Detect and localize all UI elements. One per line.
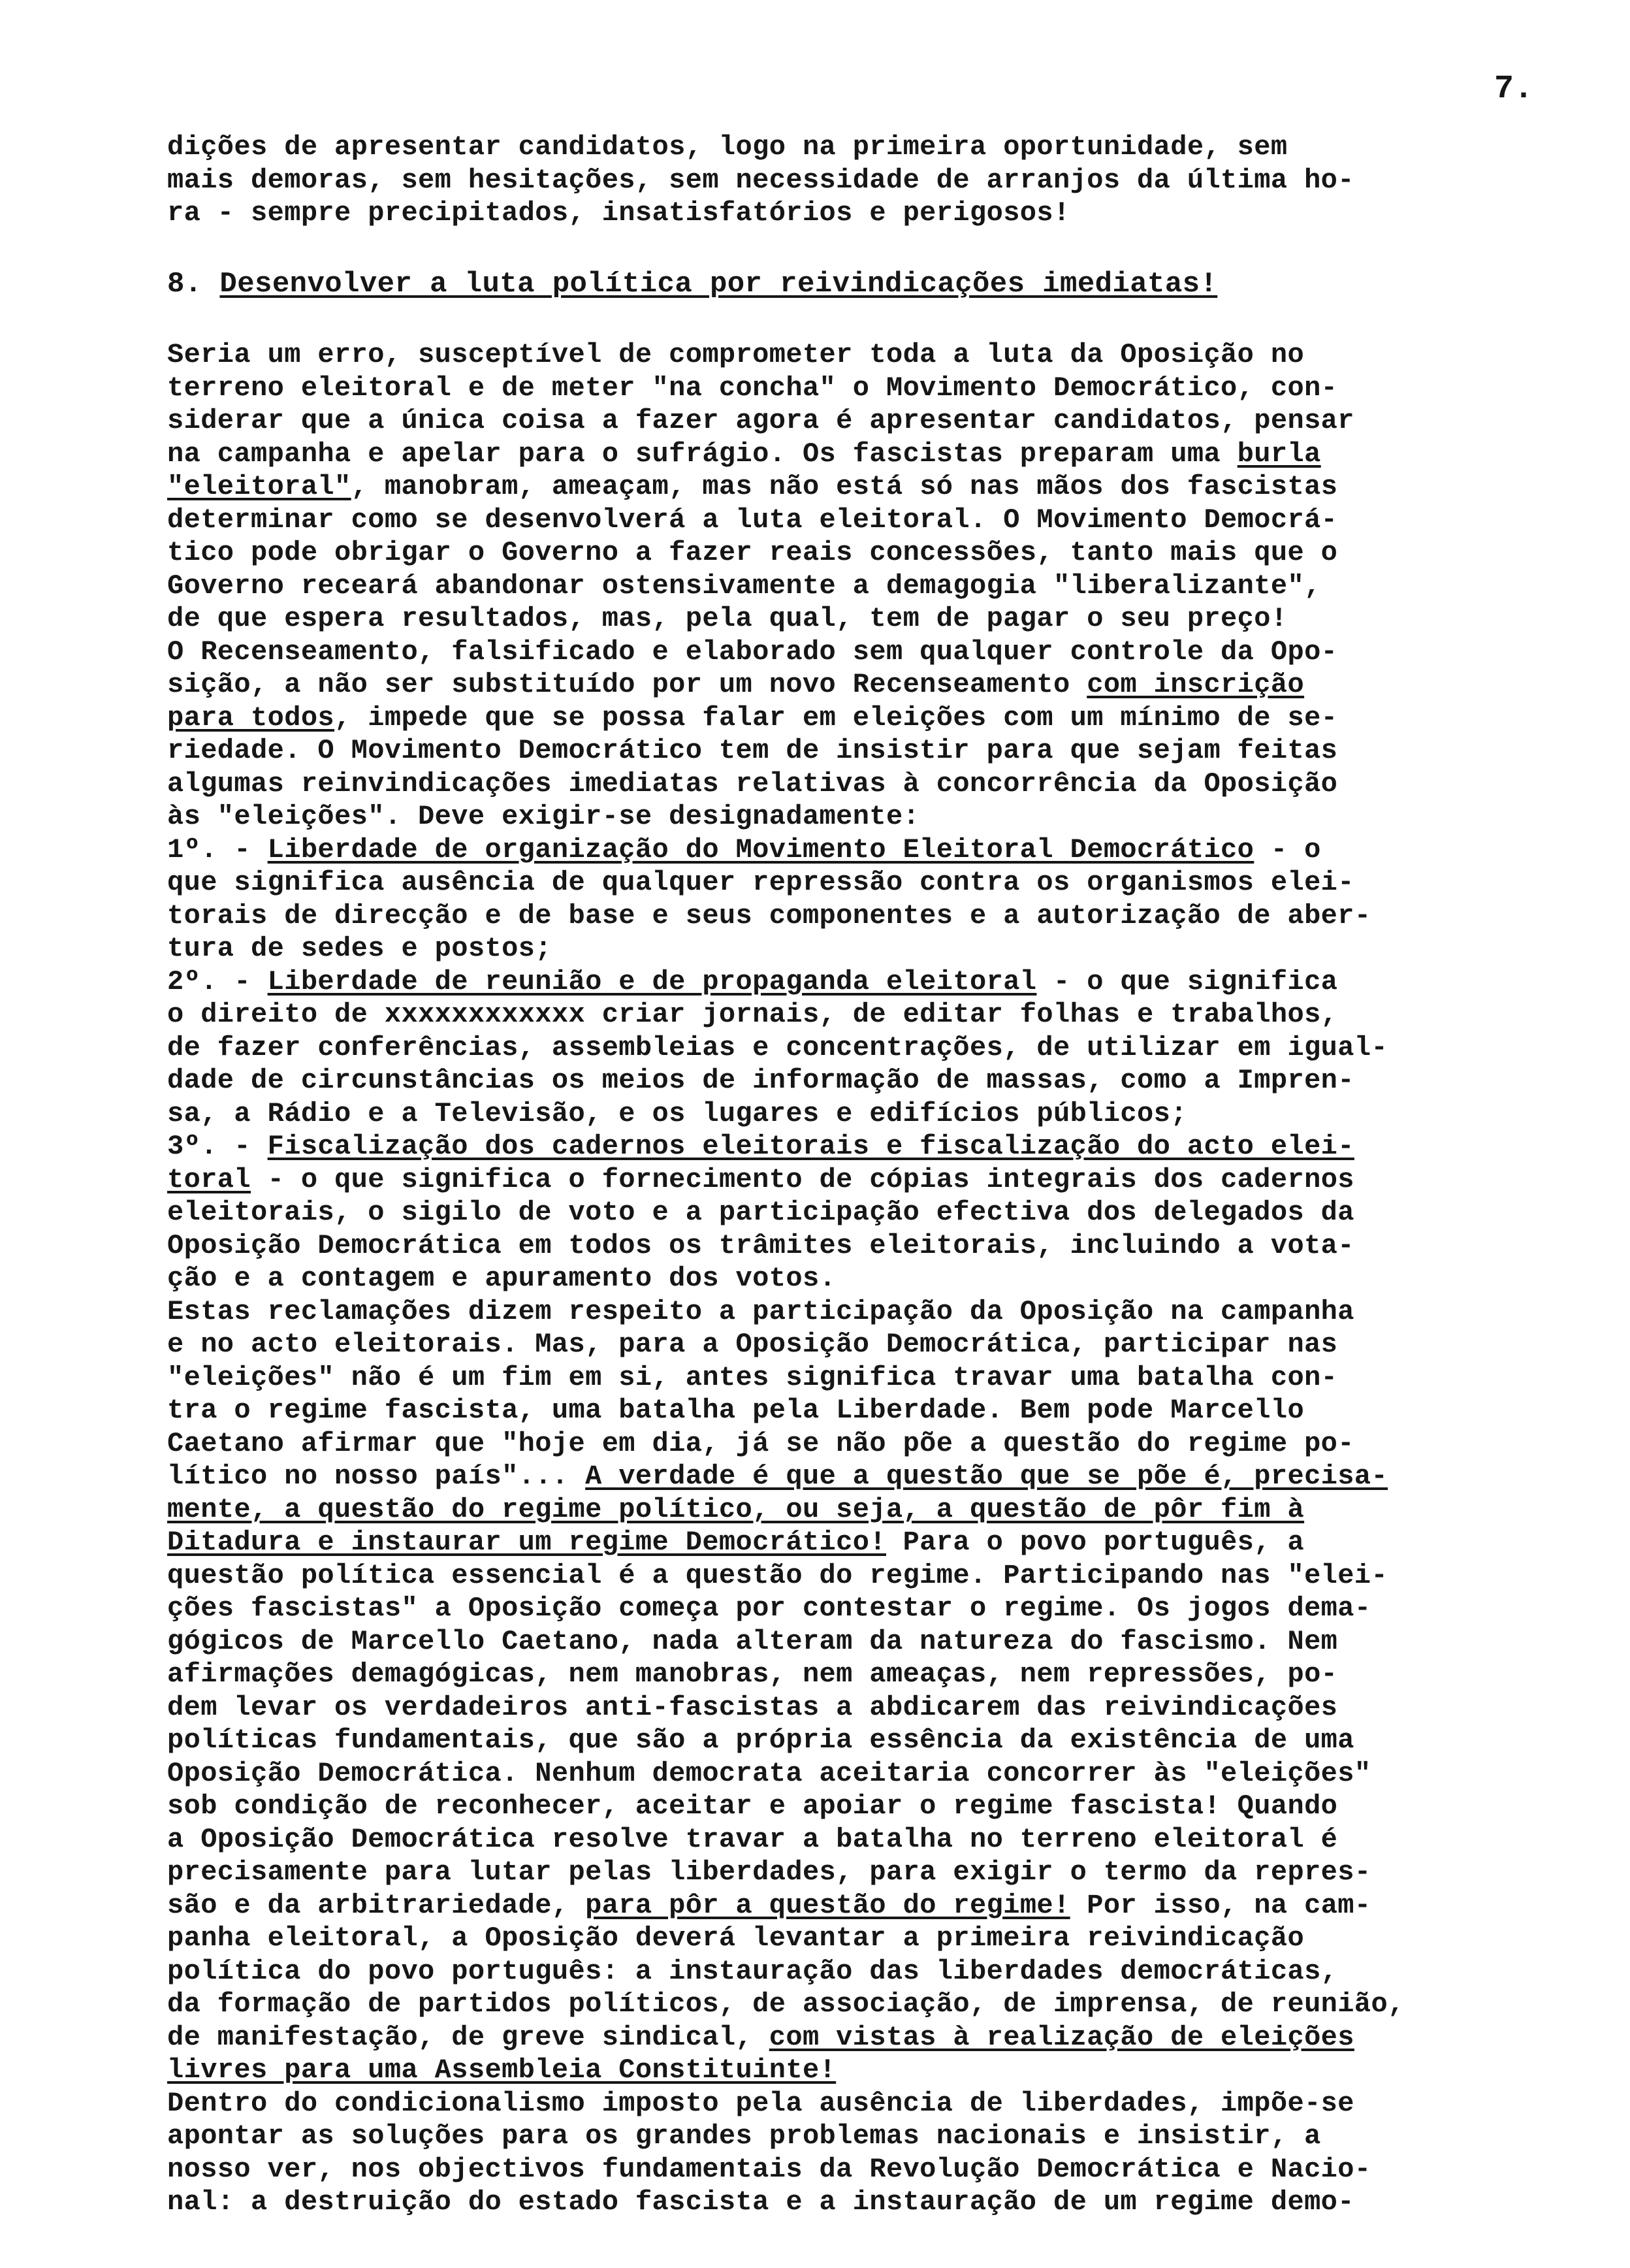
text-line xyxy=(167,668,1545,702)
underlined-text: Liberdade de organização do Movimento Eleitoral Democrático xyxy=(267,834,1254,866)
text-line xyxy=(167,2021,1545,2054)
text-line xyxy=(167,1196,1545,1229)
text-line xyxy=(167,1592,1545,1625)
text-segment: Caetano afirmar que "hoje em dia, já se não põe a questão do regime po- xyxy=(167,1427,1354,1459)
text-line xyxy=(167,504,1545,537)
text-segment: sob condição de reconhecer, aceitar e apoiar o regime fascista! Quando xyxy=(167,1790,1338,1822)
text-line xyxy=(167,1262,1545,1295)
text-line xyxy=(167,338,1545,372)
text-line: ra - sempre precipitados, insatisfatórios e perigosos! xyxy=(167,197,1070,229)
text-segment: dem levar os verdadeiros anti-fascistas a abdicarem das reivindicações xyxy=(167,1691,1338,1723)
underlined-text: Liberdade de reunião e de propaganda eleitoral xyxy=(267,965,1037,997)
text-segment: torais de direcção e de base e seus componentes e a autorização de aber- xyxy=(167,899,1371,932)
underlined-text: Ditadura e instaurar um regime Democrático! xyxy=(167,1527,886,1558)
text-segment: Governo receará abandonar ostensivamente a demagogia "liberalizante", xyxy=(167,570,1321,602)
text-segment: a Oposição Democrática resolve travar a batalha no terreno eleitoral é xyxy=(167,1823,1338,1855)
underlined-text: com vistas à realização de eleições xyxy=(769,2021,1354,2053)
text-line xyxy=(167,1856,1545,1889)
text-line xyxy=(167,1328,1545,1361)
spacer xyxy=(167,300,1545,338)
underlined-text: burla xyxy=(1237,438,1321,470)
text-line xyxy=(167,1757,1545,1790)
text-segment: - o xyxy=(1254,834,1321,866)
text-segment: o direito de xxxxxxxxxxxx criar jornais, de editar folhas e trabalhos, xyxy=(167,999,1338,1030)
underlined-text: com inscrição xyxy=(1087,669,1305,700)
text-line xyxy=(167,2054,1545,2087)
document-body xyxy=(167,131,1545,2219)
text-segment: política do povo português: a instauração das liberdades democráticas, xyxy=(167,1955,1338,1987)
text-segment: O Recenseamento, falsificado e elaborado sem qualquer controle da Opo- xyxy=(167,636,1338,668)
text-line xyxy=(167,1922,1545,1955)
text-line xyxy=(167,1823,1545,1856)
text-segment: 1º. - xyxy=(167,834,268,866)
text-segment: de manifestação, de greve sindical, xyxy=(167,2021,769,2053)
text-line xyxy=(167,372,1545,405)
underlined-text: para todos xyxy=(167,702,335,734)
text-line xyxy=(167,1790,1545,1823)
text-segment: tura de sedes e postos; xyxy=(167,933,552,964)
underlined-text: livres para uma Assembleia Constituinte! xyxy=(167,2054,837,2086)
text-segment: apontar as soluções para os grandes problemas nacionais e insistir, a xyxy=(167,2120,1321,2152)
text-line xyxy=(167,1229,1545,1263)
text-segment: eleitorais, o sigilo de voto e a participação efectiva dos delegados da xyxy=(167,1197,1354,1228)
text-segment: Oposição Democrática em todos os trâmites eleitorais, incluindo a vota- xyxy=(167,1229,1354,1261)
underlined-text: toral xyxy=(167,1163,251,1195)
intro-paragraph xyxy=(167,131,1545,230)
text-segment: sição, a não ser substituído por um novo Recenseamento xyxy=(167,669,1087,700)
section-title: Desenvolver a luta política por reivindicações imediatas! xyxy=(219,267,1218,300)
text-segment: - o que significa o fornecimento de cópias integrais dos cadernos xyxy=(251,1163,1354,1195)
text-segment: ções fascistas" a Oposição começa por contestar o regime. Os jogos dema- xyxy=(167,1593,1371,1624)
text-line xyxy=(167,636,1545,669)
spacer xyxy=(167,230,1545,268)
text-segment: da formação de partidos políticos, de associação, de imprensa, de reunião, xyxy=(167,1988,1405,2020)
text-line xyxy=(167,834,1545,867)
text-segment: terreno eleitoral e de meter "na concha" o Movimento Democrático, con- xyxy=(167,372,1338,404)
underlined-text: Fiscalização dos cadernos eleitorais e fiscalização do acto elei- xyxy=(267,1131,1354,1162)
text-segment: sa, a Rádio e a Televisão, e os lugares e edifícios públicos; xyxy=(167,1097,1187,1129)
text-line xyxy=(167,1130,1545,1163)
text-line xyxy=(167,702,1545,735)
text-segment: precisamente para lutar pelas liberdades, para exigir o termo da repres- xyxy=(167,1856,1371,1888)
text-segment: Para o povo português, a xyxy=(886,1527,1305,1558)
text-segment: - o que significa xyxy=(1036,965,1338,997)
text-line xyxy=(167,1031,1545,1065)
text-line xyxy=(167,2186,1545,2219)
text-line xyxy=(167,1988,1545,2021)
text-segment: algumas reinvindicações imediatas relativas à concorrência da Oposição xyxy=(167,768,1338,800)
text-segment: Por isso, na cam- xyxy=(1070,1889,1371,1921)
text-line: dições de apresentar candidatos, logo na primeira oportunidade, sem xyxy=(167,131,1288,163)
underlined-text: "eleitoral" xyxy=(167,471,351,502)
underlined-text: A verdade é que a questão que se põe é, precisa- xyxy=(585,1461,1388,1492)
text-segment: 2º. - xyxy=(167,965,268,997)
text-line xyxy=(167,1460,1545,1493)
text-line xyxy=(167,536,1545,570)
text-line xyxy=(167,404,1545,438)
text-segment: dade de circunstâncias os meios de informação de massas, como a Impren- xyxy=(167,1065,1354,1096)
text-line xyxy=(167,2153,1545,2186)
text-line xyxy=(167,2087,1545,2120)
text-line xyxy=(167,1658,1545,1691)
text-line xyxy=(167,1097,1545,1131)
text-segment: nal: a destruição do estado fascista e a instauração de um regime demo- xyxy=(167,2186,1354,2218)
text-segment: siderar que a única coisa a fazer agora é apresentar candidatos, pensar xyxy=(167,405,1354,436)
text-segment: de que espera resultados, mas, pela qual, tem de pagar o seu preço! xyxy=(167,603,1288,634)
text-line xyxy=(167,1064,1545,1097)
text-line xyxy=(167,438,1545,471)
text-segment: 3º. - xyxy=(167,1131,268,1162)
text-line xyxy=(167,1427,1545,1461)
text-segment: , manobram, ameaçam, mas não está só nas mãos dos fascistas xyxy=(351,471,1338,502)
text-line xyxy=(167,602,1545,636)
text-segment: na campanha e apelar para o sufrágio. Os fascistas preparam uma xyxy=(167,438,1238,470)
text-line xyxy=(167,998,1545,1031)
text-line xyxy=(167,570,1545,603)
text-segment: Estas reclamações dizem respeito a participação da Oposição na campanha xyxy=(167,1295,1354,1327)
text-segment: nosso ver, nos objectivos fundamentais da Revolução Democrática e Nacio- xyxy=(167,2153,1371,2185)
text-line xyxy=(167,1493,1545,1527)
text-line xyxy=(167,1889,1545,1922)
text-segment: políticas fundamentais, que são a própria essência da existência de uma xyxy=(167,1725,1354,1756)
page-number: 7. xyxy=(1494,71,1533,108)
text-line xyxy=(167,768,1545,801)
text-segment: de fazer conferências, assembleias e concentrações, de utilizar em igual- xyxy=(167,1031,1388,1063)
text-segment: riedade. O Movimento Democrático tem de insistir para que sejam feitas xyxy=(167,735,1338,766)
text-segment: tra o regime fascista, uma batalha pela Liberdade. Bem pode Marcello xyxy=(167,1395,1305,1426)
text-segment: são e da arbitrariedade, xyxy=(167,1889,586,1921)
text-line xyxy=(167,2120,1545,2153)
text-segment: , impede que se possa falar em eleições com um mínimo de se- xyxy=(334,702,1338,734)
text-segment: lítico no nosso país"... xyxy=(167,1461,586,1492)
text-line xyxy=(167,1955,1545,1988)
text-line xyxy=(167,866,1545,899)
text-segment: questão política essencial é a questão do regime. Participando nas "elei- xyxy=(167,1559,1388,1591)
text-line xyxy=(167,1724,1545,1757)
text-line xyxy=(167,1394,1545,1427)
section-body xyxy=(167,338,1545,2219)
text-line xyxy=(167,800,1545,834)
text-line xyxy=(167,734,1545,768)
text-segment: afirmações demagógicas, nem manobras, nem ameaças, nem repressões, po- xyxy=(167,1659,1338,1690)
text-segment: panha eleitoral, a Oposição deverá levantar a primeira reivindicação xyxy=(167,1922,1305,1954)
underlined-text: mente, a questão do regime político, ou seja, a questão de pôr fim à xyxy=(167,1493,1305,1525)
text-segment: e no acto eleitorais. Mas, para a Oposição Democrática, participar nas xyxy=(167,1329,1338,1360)
text-line xyxy=(167,1526,1545,1559)
text-segment: Oposição Democrática. Nenhum democrata aceitaria concorrer às "eleições" xyxy=(167,1757,1371,1789)
text-segment: "eleições" não é um fim em si, antes significa travar uma batalha con- xyxy=(167,1361,1338,1393)
text-line xyxy=(167,1559,1545,1593)
text-line xyxy=(167,965,1545,999)
text-segment: às "eleições". Deve exigir-se designadamente: xyxy=(167,801,920,832)
text-line xyxy=(167,1163,1545,1197)
text-segment: Dentro do condicionalismo imposto pela ausência de liberdades, impõe-se xyxy=(167,2087,1354,2119)
section-number: 8. xyxy=(167,267,202,300)
text-line xyxy=(167,1625,1545,1659)
text-segment: tico pode obrigar o Governo a fazer reais concessões, tanto mais que o xyxy=(167,537,1338,568)
text-segment: determinar como se desenvolverá a luta eleitoral. O Movimento Democrá- xyxy=(167,504,1338,536)
text-segment: Seria um erro, susceptível de comprometer toda a luta da Oposição no xyxy=(167,339,1305,370)
text-segment: que significa ausência de qualquer repressão contra os organismos elei- xyxy=(167,867,1354,898)
text-segment: ção e a contagem e apuramento dos votos. xyxy=(167,1263,837,1294)
text-line xyxy=(167,1361,1545,1395)
section-heading xyxy=(167,268,1545,301)
underlined-text: para pôr a questão do regime! xyxy=(585,1889,1070,1921)
text-line xyxy=(167,470,1545,504)
text-line xyxy=(167,932,1545,965)
text-line xyxy=(167,1295,1545,1329)
text-line xyxy=(167,899,1545,933)
text-line: mais demoras, sem hesitações, sem necessidade de arranjos da última ho- xyxy=(167,164,1354,196)
text-segment: gógicos de Marcello Caetano, nada alteram da natureza do fascismo. Nem xyxy=(167,1625,1338,1657)
text-line xyxy=(167,1691,1545,1725)
